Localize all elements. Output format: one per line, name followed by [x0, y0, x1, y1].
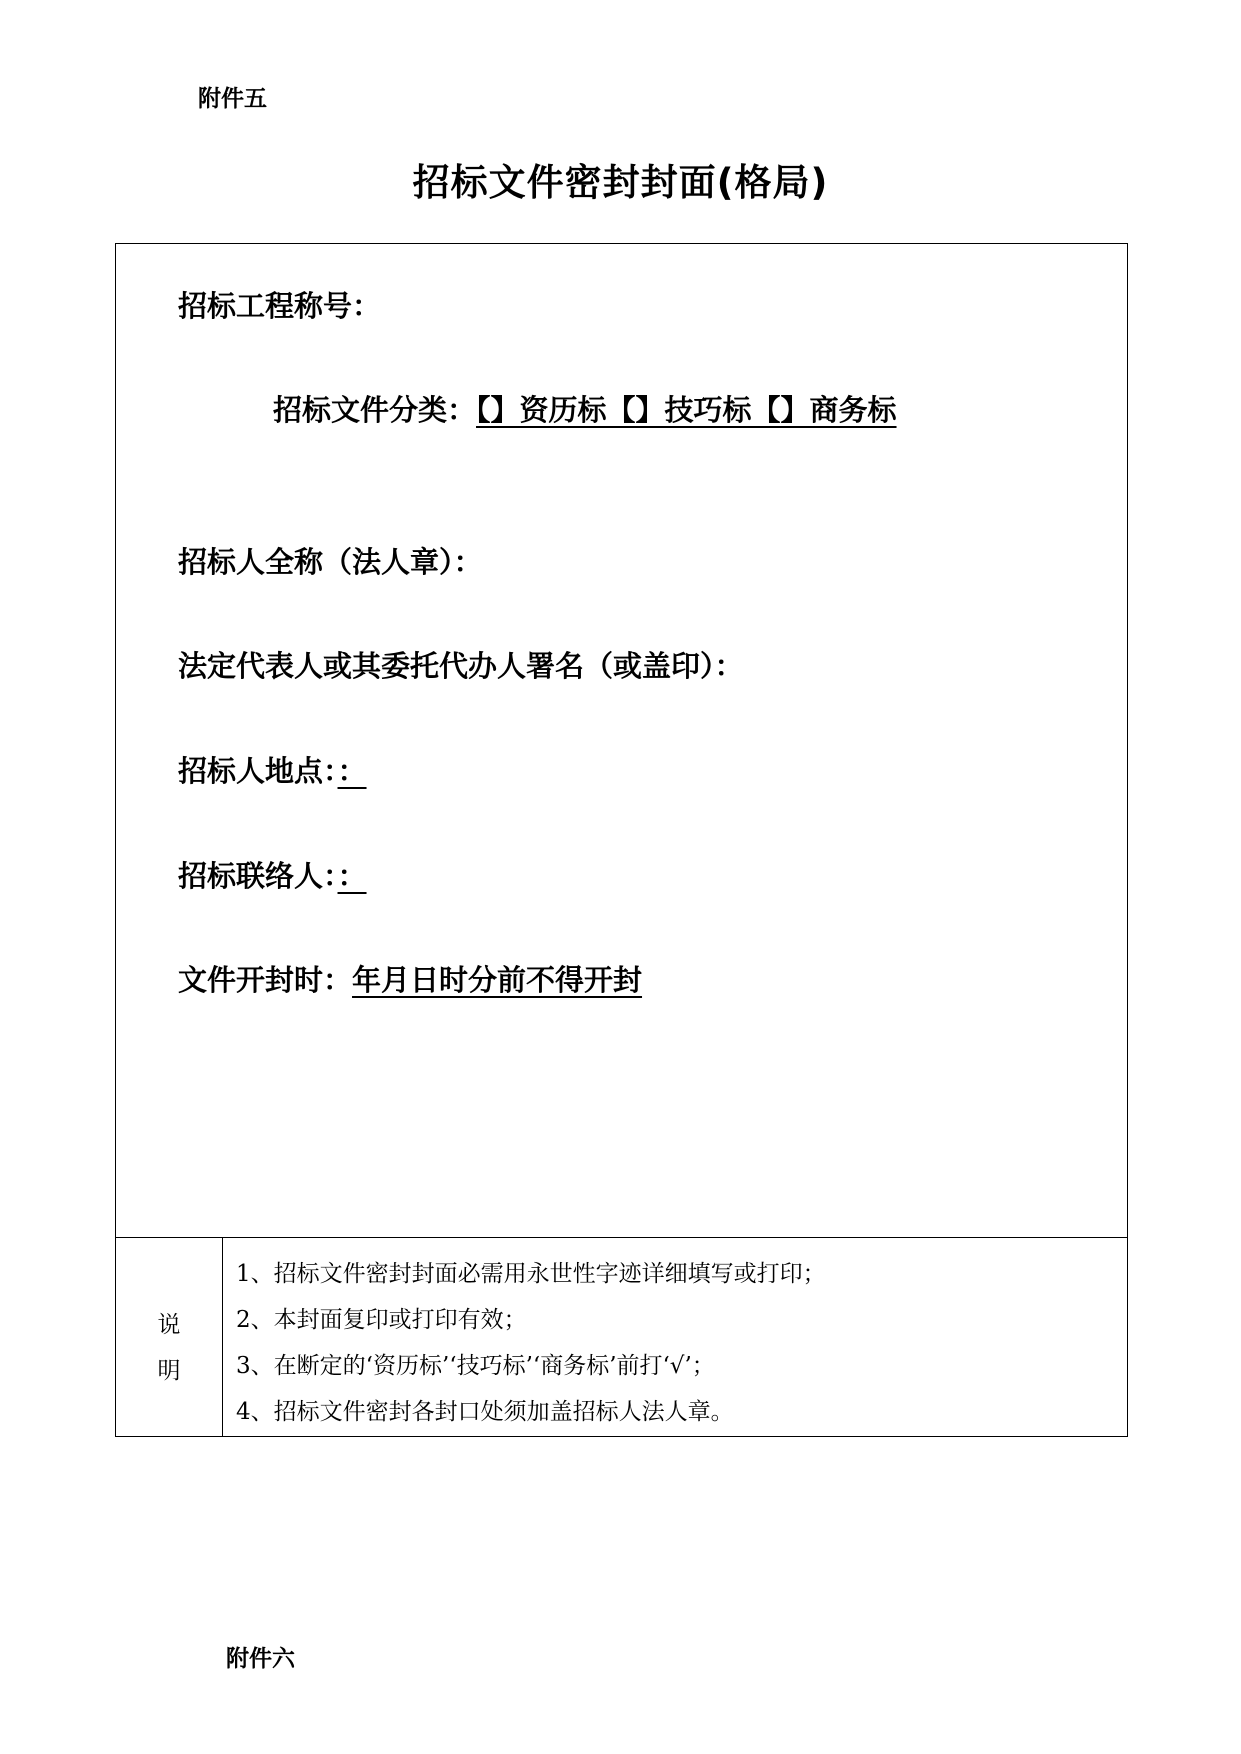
field-label: 法定代表人或其委托代办人署名（或盖印）： [178, 649, 744, 683]
note-item: 2、本封面复印或打印有效； [236, 1307, 527, 1333]
field-value[interactable]: 年月日时分前不得开封 [352, 963, 643, 997]
field-project-name [178, 289, 382, 323]
note-item: 3、在断定的‘资历标’‘技巧标’‘商务标’前打‘√’； [236, 1353, 715, 1379]
field-label: 文件开封时： [178, 963, 353, 997]
field-label: 招标联络人： [178, 859, 338, 893]
notes-label-char-2: 明 [157, 1358, 181, 1384]
seal-cover-form [115, 243, 1128, 1437]
field-value[interactable]: ： [337, 859, 367, 893]
notes-list [236, 1251, 1106, 1435]
notes-divider-horizontal [116, 1237, 1127, 1238]
field-value[interactable]: 【】资历标【】技巧标【】商务标 [476, 393, 897, 427]
field-bidder-address [178, 754, 367, 788]
field-label: 招标人地点： [178, 754, 338, 788]
note-item: 4、招标文件密封各封口处须加盖招标人法人章。 [236, 1399, 734, 1425]
attachment-label-bottom: 附件六 [226, 1646, 295, 1672]
field-doc-category [273, 393, 897, 427]
document-title: 招标文件密封封面(格局) [412, 161, 829, 204]
notes-label-char-1: 说 [157, 1312, 181, 1338]
field-bidder-name [178, 545, 483, 579]
attachment-label-top: 附件五 [198, 86, 267, 112]
field-label: 招标文件分类： [273, 393, 477, 427]
field-value[interactable]: ： [337, 754, 367, 788]
field-label: 招标人全称（法人章）： [178, 545, 483, 579]
field-contact-person [178, 859, 367, 893]
notes-divider-vertical [222, 1237, 223, 1436]
field-label: 招标工程称号： [178, 289, 382, 323]
field-legal-representative [178, 649, 744, 683]
field-open-time [178, 963, 643, 997]
note-item: 1、招标文件密封封面必需用永世性字迹详细填写或打印； [236, 1261, 826, 1287]
notes-label [116, 1302, 222, 1394]
